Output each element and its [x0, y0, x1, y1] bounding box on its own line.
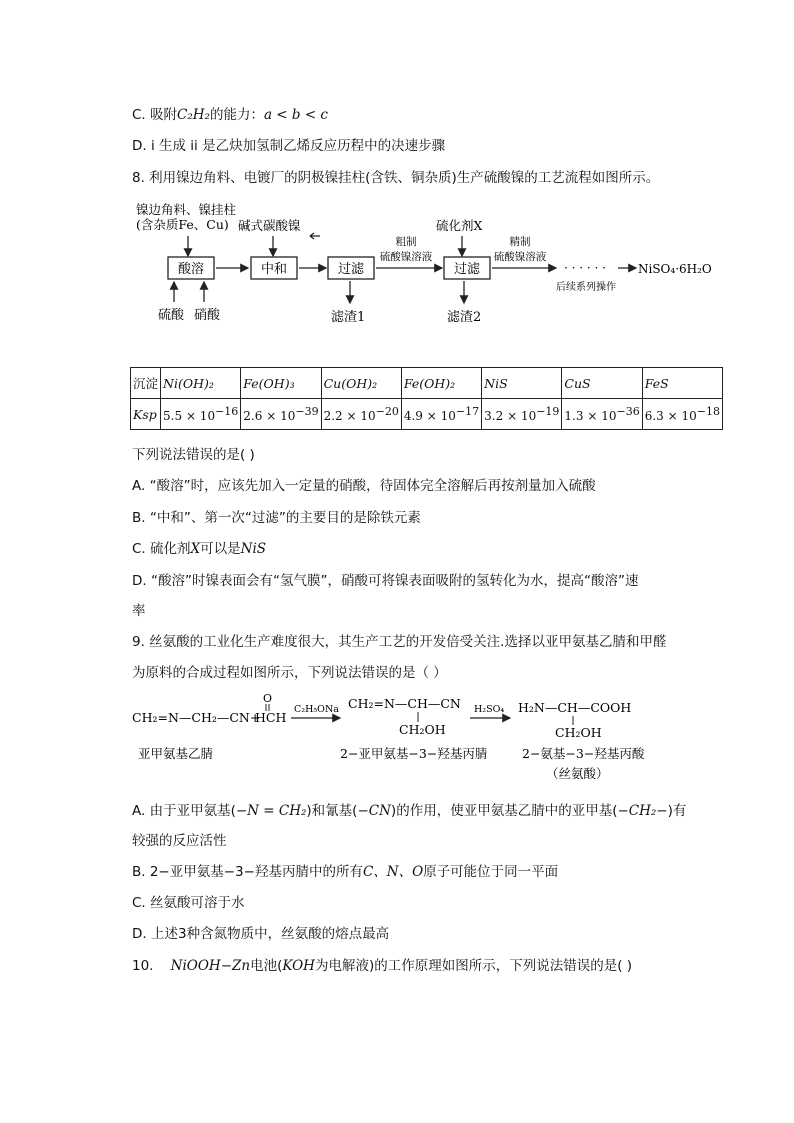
q10-stem: 10. NiOOH−Zn电池(KOH为电解液)的工作原理如图所示，下列说法错误的是( ) — [132, 958, 633, 974]
q9-option-a-line1: A. 由于亚甲氨基(−N = CH₂)和氰基(−CN)的作用，使亚甲氨基乙腈中的亚甲基(−CH₂−)有 — [132, 803, 687, 819]
product-formula: H₂N—CH—COOH — [518, 700, 632, 715]
ksp-cell: $2.2 \times 10^{-20}$ — [321, 399, 401, 430]
compound-cell: Fe(OH)₂ — [401, 368, 481, 399]
ksp-table — [130, 367, 723, 430]
c2h2-formula: C₂H₂ — [177, 107, 210, 123]
name-2: 2−亚甲氨基−3−羟基丙腈 — [340, 746, 488, 761]
compound-cell: Fe(OH)₃ — [241, 368, 321, 399]
box-filter2-label: 过滤 — [453, 262, 481, 277]
q7-option-c: C. 吸附C₂H₂的能力：a < b < c — [132, 107, 328, 123]
table-row-label: 沉淀 — [131, 368, 161, 399]
ksp-cell: $5.5 \times 10^{-16}$ — [161, 399, 241, 430]
ksp-cell: $2.6 \times 10^{-39}$ — [241, 399, 321, 430]
intermediate-formula: CH₂=N—CH—CN — [348, 696, 461, 711]
q9-synthesis-scheme — [128, 690, 688, 785]
sulfurizer-label: 硫化剂X — [436, 218, 483, 233]
crude-label-2: 硫酸镍溶液 — [379, 251, 433, 263]
name-3b: （丝氨酸） — [546, 766, 609, 781]
basic-carbonate-label: 碱式碳酸镍 — [238, 218, 301, 233]
q8-option-c: C. 硫化剂X可以是NiS — [132, 541, 267, 557]
reactant-formula: CH₂=N—CH₂—CN+ — [132, 710, 261, 725]
table-row — [131, 399, 723, 430]
nitric-acid-label: 硝酸 — [194, 308, 221, 323]
residue-2-label: 滤渣2 — [447, 310, 482, 325]
scheme-svg — [128, 690, 688, 785]
q8-option-d-line1: D. “酸溶”时镍表面会有“氢气膜”，硝酸可将镍表面吸附的氢转化为水，提高“酸溶”速 — [132, 573, 639, 589]
crude-label-1: 粗制 — [395, 236, 417, 248]
box-neutral-label: 中和 — [260, 262, 288, 277]
reagent-1: C₂H₅ONa — [294, 704, 339, 715]
post-ops-label: 后续系列操作 — [556, 282, 616, 293]
q8-option-d-line2: 率 — [132, 603, 146, 619]
adsorption-order: a < b < c — [263, 107, 328, 123]
aldehyde-oxygen: O — [263, 692, 273, 705]
ksp-cell: $4.9 \times 10^{-17}$ — [401, 399, 481, 430]
residue-1-label: 滤渣1 — [331, 310, 366, 325]
flow-svg — [128, 198, 718, 333]
q9-option-a-line2: 较强的反应活性 — [132, 833, 227, 849]
compound-cell: FeS — [642, 368, 722, 399]
q9-stem-line1: 9. 丝氨酸的工业化生产难度很大，其生产工艺的开发倍受关注.选择以亚甲氨基乙腈和甲醛 — [132, 634, 667, 650]
compound-cell: NiS — [482, 368, 562, 399]
q9-option-b: B. 2−亚甲氨基−3−羟基丙腈中的所有C、N、O原子可能位于同一平面 — [132, 864, 559, 880]
reagent-2: H₂SO₄ — [474, 704, 505, 715]
small-arrow-mark — [310, 233, 320, 239]
refined-label-2: 硫酸镍溶液 — [493, 251, 547, 263]
raw-material-line1: 镍边角料、镍挂柱 — [136, 202, 237, 217]
product-substituent: CH₂OH — [555, 725, 602, 740]
compound-cell: CuS — [562, 368, 642, 399]
ksp-cell: $3.2 \times 10^{-19}$ — [482, 399, 562, 430]
q9-stem-line2: 为原料的合成过程如图所示，下列说法错误的是（ ） — [132, 665, 447, 681]
name-3: 2−氨基−3−羟基丙酸 — [522, 746, 645, 761]
raw-material-line2: (含杂质Fe、Cu) — [136, 217, 229, 232]
ksp-cell: $6.3 \times 10^{-18}$ — [642, 399, 722, 430]
q8-question: 下列说法错误的是( ) — [132, 447, 255, 463]
table-row — [131, 368, 723, 399]
refined-label-1: 精制 — [509, 236, 531, 248]
product-label: NiSO₄·6H₂O — [638, 262, 712, 276]
q8-process-flow-diagram — [128, 198, 718, 333]
ksp-cell: $1.3 \times 10^{-36}$ — [562, 399, 642, 430]
box-acid-label: 酸溶 — [177, 262, 205, 277]
q9-option-c: C. 丝氨酸可溶于水 — [132, 895, 245, 911]
q8-option-a: A. “酸溶”时，应该先加入一定量的硝酸，待固体完全溶解后再按剂量加入硫酸 — [132, 478, 596, 494]
q8-stem: 8. 利用镍边角料、电镀厂的阴极镍挂柱(含铁、铜杂质)生产硫酸镍的工艺流程如图所示。 — [132, 170, 660, 186]
q8-option-b: B. “中和”、第一次“过滤”的主要目的是除铁元素 — [132, 510, 421, 526]
dots: · · · · · · — [564, 261, 606, 275]
box-filter1-label: 过滤 — [337, 262, 365, 277]
table-row-label: Ksp — [131, 399, 161, 430]
compound-cell: Cu(OH)₂ — [321, 368, 401, 399]
q9-option-d: D. 上述3种含氮物质中，丝氨酸的熔点最高 — [132, 926, 390, 942]
aldehyde-formula: HCH — [255, 710, 287, 725]
q7-option-d: D. i 生成 ii 是乙炔加氢制乙烯反应历程中的决速步骤 — [132, 138, 446, 154]
name-1: 亚甲氨基乙腈 — [138, 746, 214, 761]
compound-cell: Ni(OH)₂ — [161, 368, 241, 399]
intermediate-substituent: CH₂OH — [399, 722, 446, 737]
sulfuric-acid-label: 硫酸 — [158, 308, 185, 323]
